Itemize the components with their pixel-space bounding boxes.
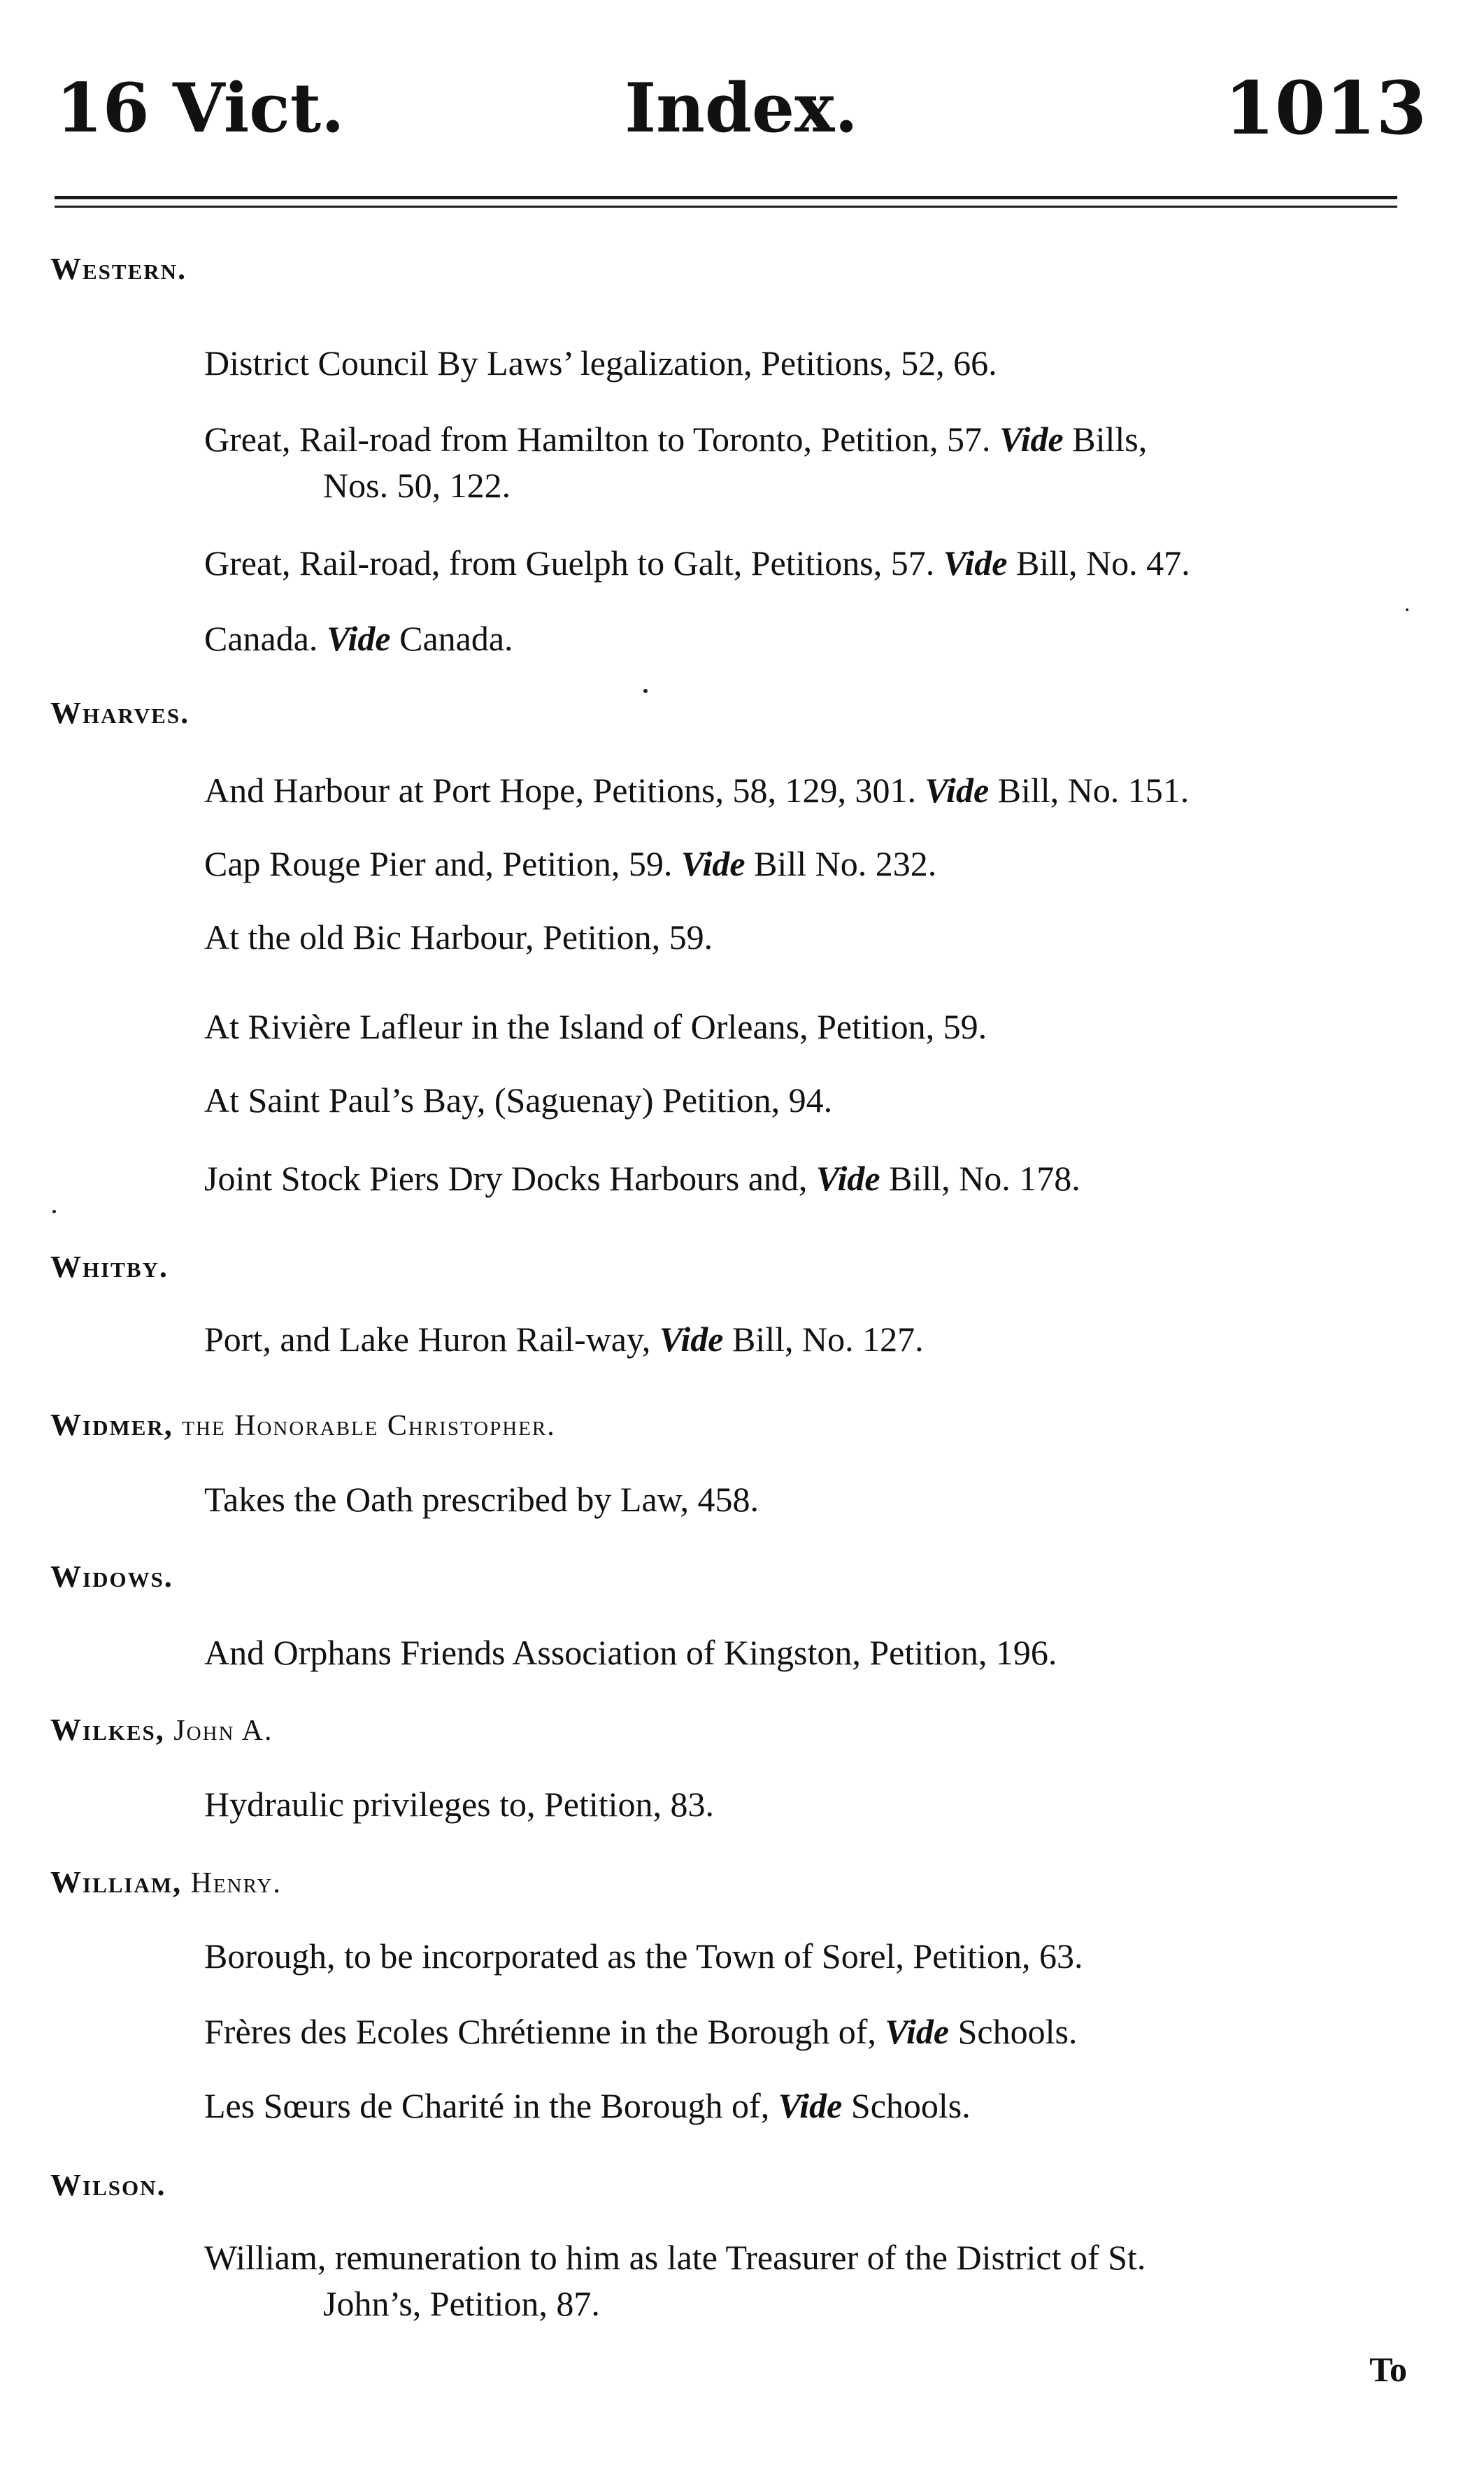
index-entry: Port, and Lake Huron Rail-way, Vide Bill, No. 127. [204, 1320, 924, 1359]
ink-speck [52, 1210, 56, 1213]
index-entry: At the old Bic Harbour, Petition, 59. [204, 918, 713, 957]
page-number: 1013 [1224, 65, 1427, 151]
index-heading: William, Henry. [50, 1865, 282, 1899]
regnal-year: 16 Vict. [56, 69, 345, 148]
index-entry: Frères des Ecoles Chrétienne in the Borough of, Vide Schools. [204, 2012, 1078, 2051]
header-rule-thick [55, 196, 1397, 199]
index-entry: At Rivière Lafleur in the Island of Orleans, Petition, 59. [204, 1007, 987, 1046]
index-entry: Joint Stock Piers Dry Docks Harbours and, Vide Bill, No. 178. [204, 1159, 1080, 1198]
index-entry: Les Sœurs de Charité in the Borough of, Vide Schools. [204, 2086, 971, 2125]
index-heading: Widmer, the Honorable Christopher. [50, 1408, 556, 1442]
index-heading: Wilson. [50, 2168, 166, 2202]
index-entry: Cap Rouge Pier and, Petition, 59. Vide Bill No. 232. [204, 844, 937, 883]
header-rule-thin [55, 206, 1397, 208]
index-heading: Wilkes, John A. [50, 1713, 273, 1747]
index-heading: Western. [50, 252, 187, 286]
ink-speck [643, 689, 648, 693]
index-entry: Great, Rail-road from Hamilton to Toronto, Petition, 57. Vide Bills, Nos. 50, 122. [204, 420, 1148, 505]
index-entry: Borough, to be incorporated as the Town of Sorel, Petition, 63. [204, 1936, 1083, 1976]
index-entry: District Council By Laws’ legalization, Petitions, 52, 66. [204, 343, 997, 383]
index-entry: At Saint Paul’s Bay, (Saguenay) Petition, 94. [204, 1080, 833, 1120]
ink-speck [1406, 608, 1408, 611]
page-title: Index. [625, 69, 858, 148]
index-heading: Wharves. [50, 696, 190, 730]
index-heading: Whitby. [50, 1250, 169, 1284]
running-header [56, 66, 1427, 150]
index-entry: Hydraulic privileges to, Petition, 83. [204, 1785, 715, 1824]
index-entry: And Harbour at Port Hope, Petitions, 58, 129, 301. Vide Bill, No. 151. [204, 771, 1190, 810]
index-entry: Takes the Oath prescribed by Law, 458. [204, 1480, 759, 1519]
index-entry: Great, Rail-road, from Guelph to Galt, Petitions, 57. Vide Bill, No. 47. [204, 543, 1190, 583]
index-heading: Widows. [50, 1559, 173, 1594]
catchword: To [1369, 2350, 1407, 2389]
index-entry: And Orphans Friends Association of Kingston, Petition, 196. [204, 1633, 1057, 1672]
index-entry: Canada. Vide Canada. [204, 619, 513, 658]
index-entry: William, remuneration to him as late Treasurer of the District of St. John’s, Petition, 87. [204, 2238, 1146, 2323]
